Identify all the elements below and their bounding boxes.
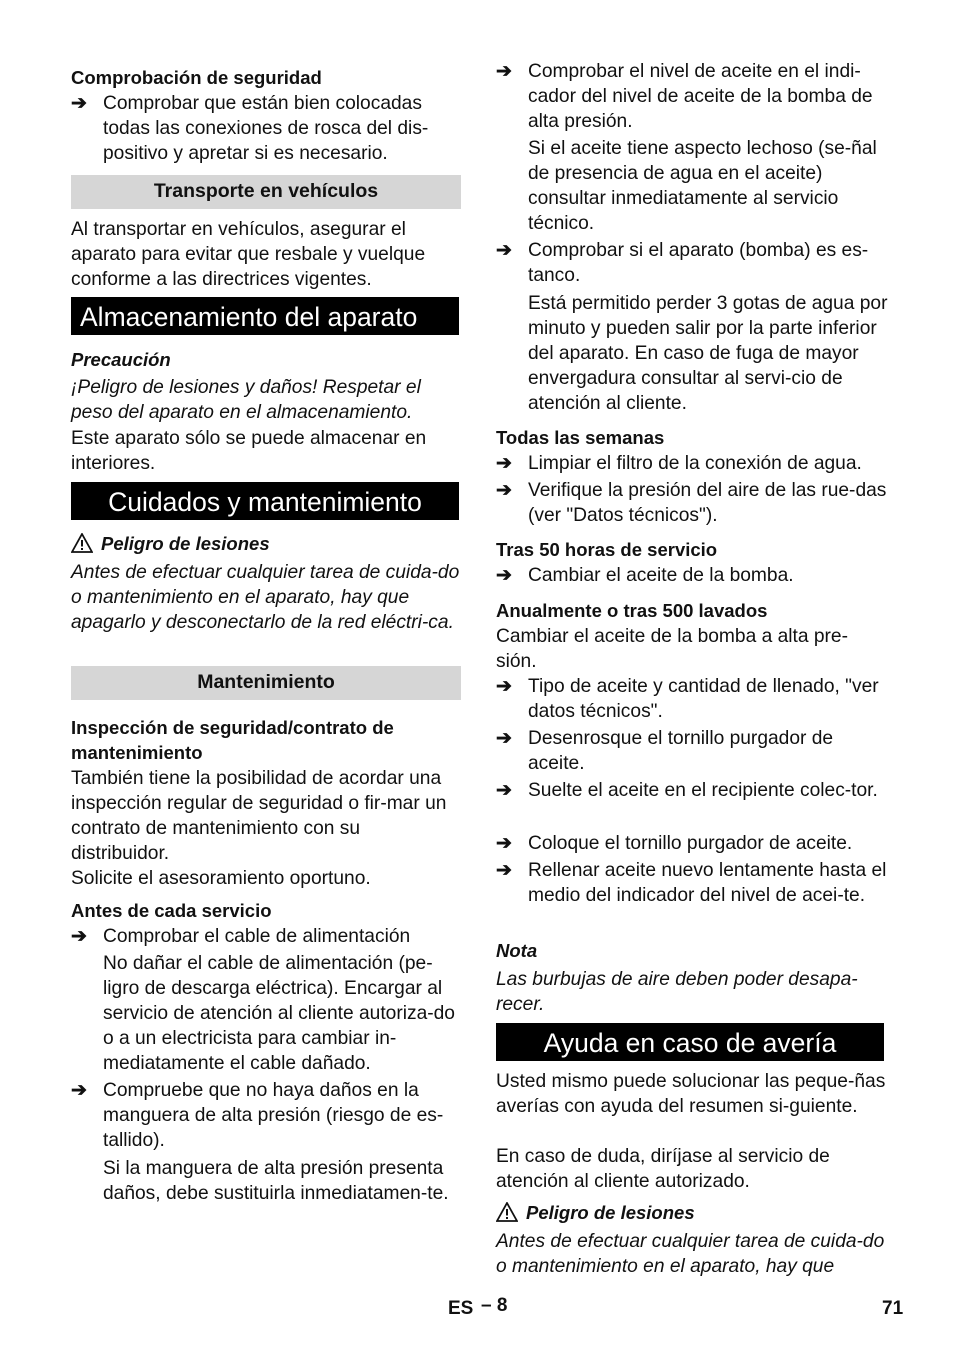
arrow-right-icon: ➔	[496, 240, 512, 261]
bullet-rellenar: ➔ Rellenar aceite nuevo lentamente hasta el medio del indicador del nivel de acei-te.	[496, 860, 887, 906]
arrow-right-icon: ➔	[496, 453, 512, 474]
heading-inspeccion: Inspección de seguridad/contrato de mantenimiento	[71, 717, 394, 763]
bullet-desenrosque: ➔ Desenrosque el tornillo purgador de aceite.	[496, 728, 834, 774]
arrow-right-icon: ➔	[496, 565, 512, 586]
heading-comprobacion: Comprobación de seguridad	[71, 67, 322, 88]
bullet-comprobacion: ➔ Comprobar que están bien colocadas todas las conexiones de rosca del dis-positivo y apretar si es necesario.	[71, 93, 429, 164]
arrow-right-icon: ➔	[496, 860, 512, 881]
arrow-right-icon: ➔	[71, 1080, 87, 1101]
arrow-right-icon: ➔	[496, 833, 512, 854]
footer-section: – 8	[481, 1295, 508, 1316]
bullet-cable: ➔ Comprobar el cable de alimentación	[71, 926, 411, 947]
warning-triangle-icon	[496, 1202, 518, 1228]
subheading-transporte: Transporte en vehículos	[71, 175, 461, 209]
bullet-filtro: ➔ Limpiar el filtro de la conexión de agua.	[496, 453, 862, 474]
bullet-nivel: ➔ Comprobar el nivel de aceite en el indi-cador del nivel de aceite de la bomba de alta presión.	[496, 61, 873, 132]
arrow-right-icon: ➔	[496, 61, 512, 82]
arrow-right-icon: ➔	[496, 728, 512, 749]
bullet-manguera: ➔ Compruebe que no haya daños en la manguera de alta presión (riesgo de es-tallido).	[71, 1080, 444, 1151]
subheading-mantenimiento: Mantenimiento	[71, 666, 461, 700]
paragraph-manguera: Si la manguera de alta presión presenta daños, debe sustituirla inmediatamen-te.	[103, 1158, 449, 1204]
paragraph-solicite: Solicite el asesoramiento oportuno.	[71, 868, 371, 889]
paragraph-precaucion: Este aparato sólo se puede almacenar en interiores.	[71, 428, 427, 474]
heading-antes-servicio: Antes de cada servicio	[71, 900, 272, 921]
arrow-right-icon: ➔	[496, 676, 512, 697]
paragraph-peligro-left: Antes de efectuar cualquier tarea de cuida-do o mantenimiento en el aparato, hay que apagarlo y desconectarlo de la red eléctri-ca.	[71, 562, 460, 633]
bullet-tipo: ➔ Tipo de aceite y cantidad de llenado, "ver datos técnicos".	[496, 676, 879, 722]
arrow-right-icon: ➔	[71, 926, 87, 947]
heading-ayuda: Ayuda en caso de avería	[496, 1023, 884, 1061]
arrow-right-icon: ➔	[496, 780, 512, 801]
paragraph-cable: No dañar el cable de alimentación (pe-ligro de descarga eléctrica). Encargar al servicio de atención al cliente autoriza-do o a un electricista para cambiar in-mediatamente el cable dañado.	[103, 953, 455, 1074]
heading-semanas: Todas las semanas	[496, 427, 665, 448]
paragraph-nivel: Si el aceite tiene aspecto lechoso (se-ñal de presencia de agua en el aceite) consultar inmediatamente al servicio técnico.	[528, 138, 877, 234]
heading-anual: Anualmente o tras 500 lavados	[496, 600, 768, 621]
heading-50-horas: Tras 50 horas de servicio	[496, 539, 718, 560]
paragraph-precaucion-warning: ¡Peligro de lesiones y daños! Respetar el peso del aparato en el almacenamiento.	[71, 377, 421, 423]
bullet-presion: ➔ Verifique la presión del aire de las rue-das (ver "Datos técnicos").	[496, 480, 887, 526]
paragraph-nota: Las burbujas de aire deben poder desapa-recer.	[496, 969, 858, 1015]
paragraph-inspeccion: También tiene la posibilidad de acordar una inspección regular de seguridad o fir-mar un contrato de mantenimiento con su distribuidor.	[71, 768, 447, 864]
heading-almacenamiento: Almacenamiento del aparato	[71, 297, 459, 335]
paragraph-ayuda: Usted mismo puede solucionar las peque-ñas averías con ayuda del resumen si-guiente.	[496, 1071, 886, 1117]
paragraph-estanco: Está permitido perder 3 gotas de agua por minuto y pueden salir por la parte inferior del aparato. En caso de fuga de mayor envergadura consultar al servi-cio de atención al cliente.	[528, 293, 888, 414]
paragraph-transporte: Al transportar en vehículos, asegurar el aparato para evitar que resbale y vuelque conforme a las directrices vigentes.	[71, 219, 426, 290]
paragraph-peligro-right: Antes de efectuar cualquier tarea de cuida-do o mantenimiento en el aparato, hay que	[496, 1231, 885, 1277]
heading-peligro-left: Peligro de lesiones	[71, 531, 463, 559]
warning-triangle-icon	[71, 533, 93, 559]
bullet-aceite-bomba: ➔ Cambiar el aceite de la bomba.	[496, 565, 794, 586]
footer-page-number: 71	[882, 1298, 904, 1319]
paragraph-duda: En caso de duda, diríjase al servicio de atención al cliente autorizado.	[496, 1146, 830, 1192]
bullet-coloque: ➔ Coloque el tornillo purgador de aceite.	[496, 833, 853, 854]
heading-cuidados: Cuidados y mantenimiento	[71, 482, 459, 520]
bullet-suelte: ➔ Suelte el aceite en el recipiente colec-tor.	[496, 780, 878, 801]
heading-peligro-right: Peligro de lesiones	[496, 1200, 888, 1228]
footer-language: ES	[448, 1298, 474, 1319]
bullet-estanco: ➔ Comprobar si el aparato (bomba) es es-tanco.	[496, 240, 869, 286]
paragraph-anual: Cambiar el aceite de la bomba a alta pre-sión.	[496, 626, 848, 672]
heading-nota: Nota	[496, 940, 538, 961]
heading-precaucion: Precaución	[71, 349, 171, 370]
arrow-right-icon: ➔	[496, 480, 512, 501]
arrow-right-icon: ➔	[71, 93, 87, 114]
